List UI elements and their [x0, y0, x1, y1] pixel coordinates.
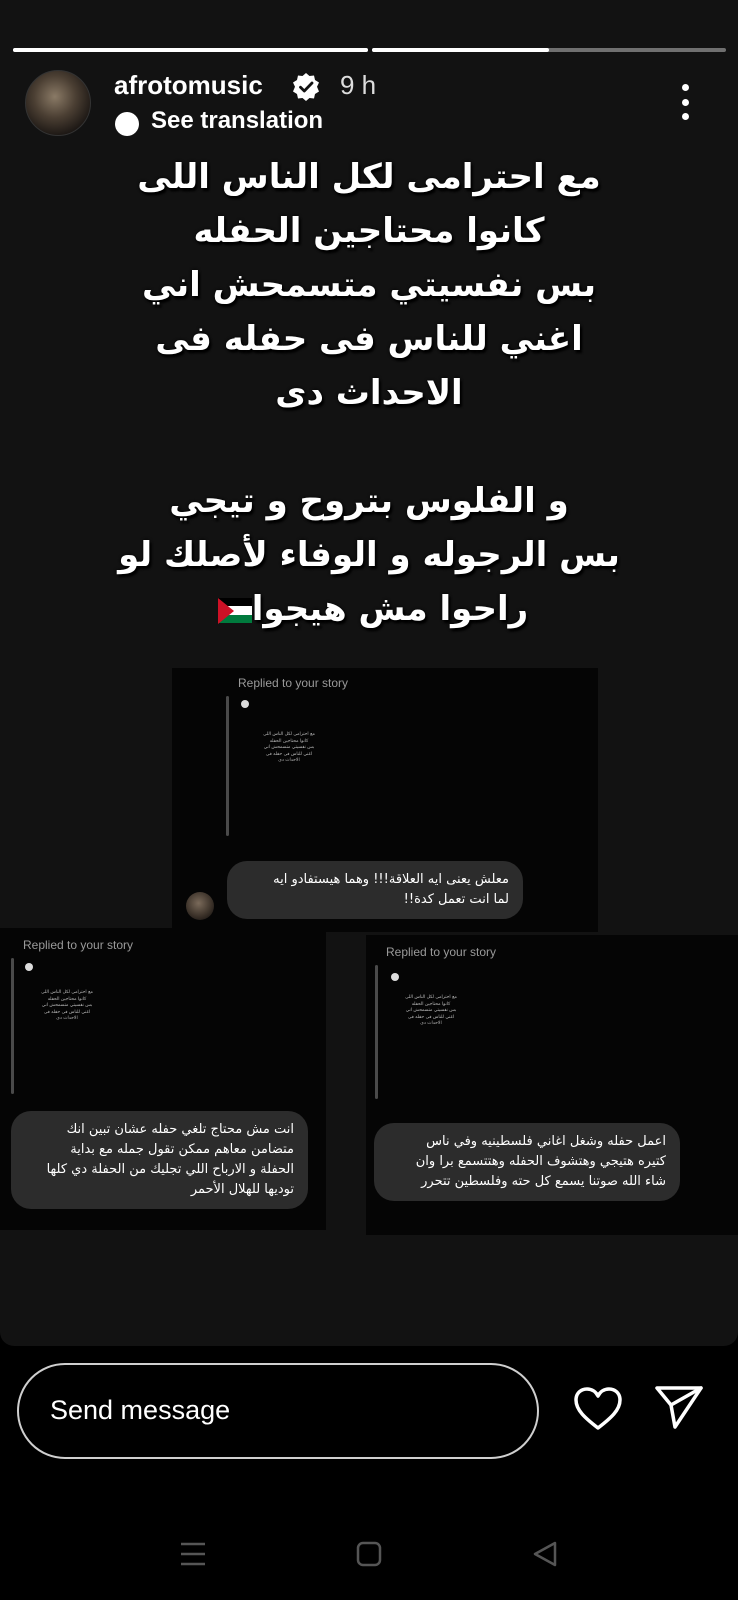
reply-message-bubble: معلش يعنى ايه العلاقة!!! وهما هيستفادو ايه لما انت تعمل كدة!! [227, 861, 523, 919]
mini-story-preview: مع احترامى لكل الناس اللى كانوا محتاجين الحفله بس نفسيتي متسمحش اني اغني للناس فى حفله فى الاحداث دى [263, 732, 315, 763]
back-triangle-icon[interactable] [532, 1540, 558, 1568]
reply-message-bubble: انت مش محتاج تلغي حفله عشان تبين انك متضامن معاهم ممكن تقول جمله مع بداية الحفلة و الارباح اللي تجليك من الحفلة دي كلها توديها للهلال الأحمر [11, 1111, 308, 1209]
message-placeholder[interactable]: Send message [50, 1395, 231, 1425]
quote-bar [375, 965, 378, 1099]
home-square-icon[interactable] [356, 1541, 382, 1567]
mini-story-preview: مع احترامى لكل الناس اللى كانوا محتاجين الحفله بس نفسيتي متسمحش اني اغني للناس فى حفله فى الاحداث دى [405, 995, 457, 1026]
heart-icon[interactable] [573, 1386, 623, 1432]
more-options-icon[interactable] [680, 84, 690, 120]
story-line: اغني للناس فى حفله فى [155, 319, 583, 359]
menu-icon[interactable] [179, 1541, 207, 1567]
reply-message-bubble: اعمل حفله وشغل اغاني فلسطينيه وفي ناس كتيره هتيجي وهتشوف الحفله وهتتسمع برا وان شاء الله صوتنا يسمع كل حته وفلسطين تتحرر [374, 1123, 680, 1201]
reply-screenshot-1 [172, 668, 598, 932]
paper-plane-icon[interactable] [654, 1384, 704, 1430]
reply-screenshot-2 [0, 928, 326, 1230]
translate-icon[interactable] [115, 112, 139, 136]
replied-label: Replied to your story [23, 938, 134, 952]
mini-avatar-icon [25, 963, 33, 971]
story-progress-fill-1 [13, 48, 368, 52]
mini-story-preview: مع احترامى لكل الناس اللى كانوا محتاجين الحفله بس نفسيتي متسمحش اني اغني للناس فى حفله فى الاحداث دى [41, 990, 93, 1021]
story-line: و الفلوس بتروح و تيجي [169, 481, 569, 521]
reply-screenshot-3 [366, 935, 738, 1235]
mini-avatar-icon [241, 700, 249, 708]
story-line: بس نفسيتي متسمحش اني [141, 265, 597, 305]
story-line: الاحداث دى [275, 373, 463, 413]
story-username[interactable]: afrotomusic [114, 70, 263, 100]
quote-bar [226, 696, 229, 836]
avatar[interactable] [25, 70, 91, 136]
story-progress-fill-2 [372, 48, 549, 52]
story-line: راحوا مش هيجوا [251, 589, 529, 629]
quote-bar [11, 958, 14, 1094]
replied-label: Replied to your story [238, 676, 349, 690]
story-line: بس الرجوله و الوفاء لأصلك لو [118, 535, 620, 575]
see-translation-link[interactable]: See translation [151, 107, 324, 134]
story-line-with-flag [80, 582, 658, 636]
replied-label: Replied to your story [386, 945, 497, 959]
story-progress-bar-1 [13, 48, 368, 52]
story-line: مع احترامى لكل الناس اللى [137, 157, 601, 197]
story-line: كانوا محتاجين الحفله [193, 211, 545, 251]
mini-avatar-icon [391, 973, 399, 981]
sender-avatar [186, 892, 214, 920]
story-progress-bar-2 [372, 48, 726, 52]
palestine-flag-icon [218, 598, 252, 624]
story-time: 9 h [340, 70, 377, 100]
story-text [80, 150, 658, 636]
verified-badge-icon [291, 72, 321, 102]
